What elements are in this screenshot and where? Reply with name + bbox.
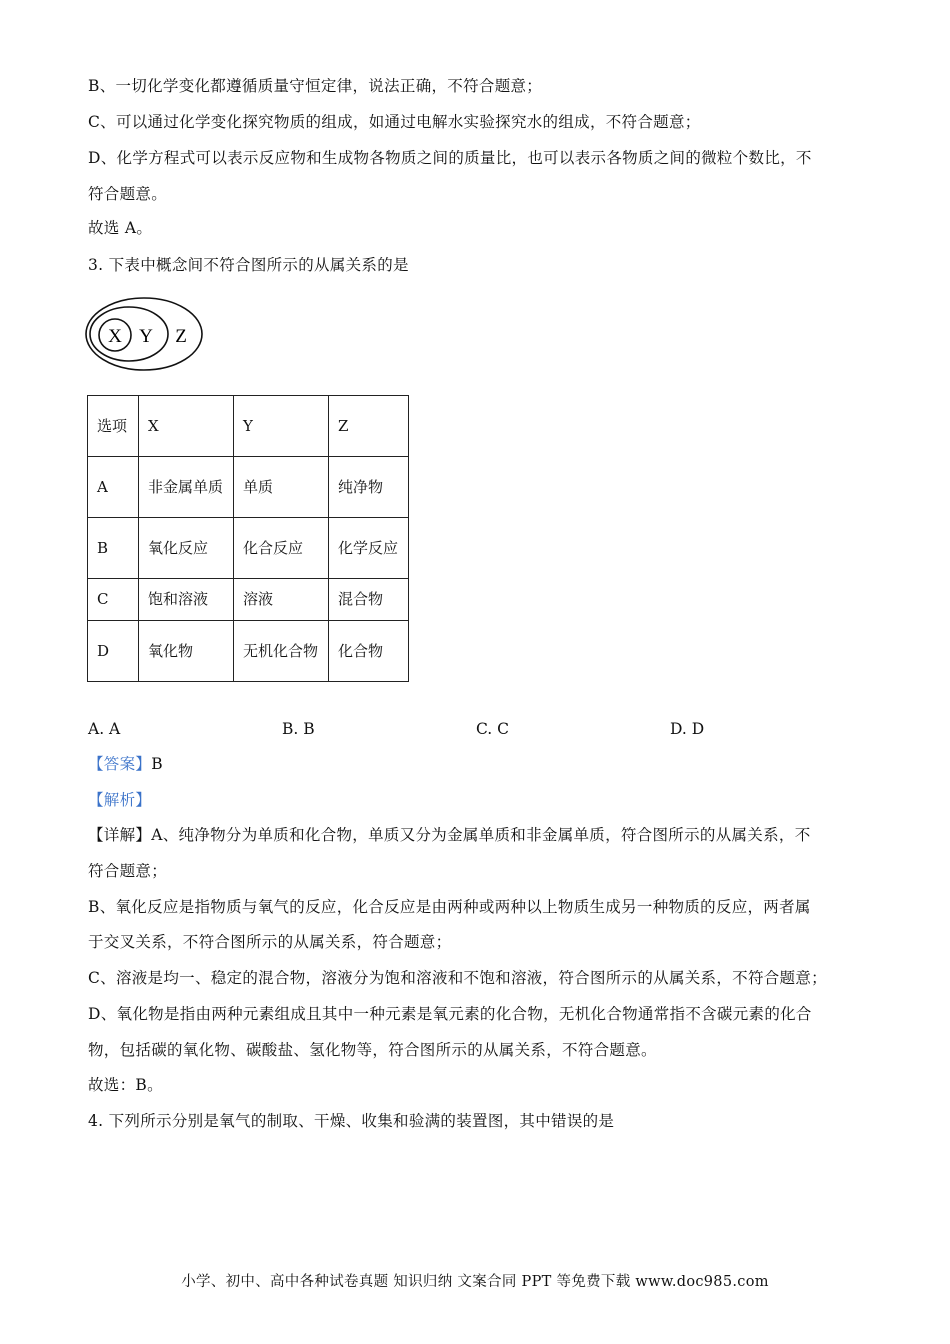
page-footer: 小学、初中、高中各种试卷真题 知识归纳 文案合同 PPT 等免费下载 www.doc985.com xyxy=(181,1274,769,1290)
detail-tag: 【详解】 xyxy=(88,826,152,844)
paragraph-line: B、一切化学变化都遵循质量守恒定律，说法正确，不符合题意； xyxy=(88,77,543,95)
options-table xyxy=(87,395,409,682)
table-cell: 选项 xyxy=(88,396,139,457)
label-x: X xyxy=(108,326,122,347)
label-y: Y xyxy=(139,326,153,347)
subset-relation-diagram xyxy=(84,295,206,373)
explanation-text: A、纯净物分为单质和化合物，单质又分为金属单质和非金属单质，符合图所示的从属关系，不 xyxy=(151,826,811,844)
answer-line xyxy=(88,754,163,774)
table-row xyxy=(88,579,409,621)
table-cell: 单质 xyxy=(234,457,329,518)
table-cell: Z xyxy=(329,396,409,457)
question-stem: 3. 下表中概念间不符合图所示的从属关系的是 xyxy=(88,256,409,274)
ellipse-y xyxy=(90,307,168,361)
explanation-line xyxy=(88,825,811,845)
choice-b: B. B xyxy=(282,720,315,738)
table-cell: D xyxy=(88,621,139,682)
paragraph-line: D、化学方程式可以表示反应物和生成物各物质之间的质量比，也可以表示各物质之间的微粒个数比，不 xyxy=(88,149,812,167)
table-cell: 化学反应 xyxy=(329,518,409,579)
table-cell: C xyxy=(88,579,139,621)
explanation-line: B、氧化反应是指物质与氧气的反应，化合反应是由两种或两种以上物质生成另一种物质的反应，两者属 xyxy=(88,898,811,916)
table-row xyxy=(88,518,409,579)
table-cell: 混合物 xyxy=(329,579,409,621)
label-z: Z xyxy=(175,326,187,347)
table-cell: 饱和溶液 xyxy=(139,579,234,621)
conclusion-line: 故选 A。 xyxy=(88,219,153,237)
explanation-line: 物，包括碳的氧化物、碳酸盐、氢化物等，符合图所示的从属关系，不符合题意。 xyxy=(88,1041,657,1059)
table-cell: 氧化反应 xyxy=(139,518,234,579)
explanation-line: C、溶液是均一、稳定的混合物，溶液分为饱和溶液和不饱和溶液，符合图所示的从属关系，不符合题意； xyxy=(88,969,827,987)
explanation-line: D、氧化物是指由两种元素组成且其中一种元素是氧元素的化合物，无机化合物通常指不含碳元素的化合 xyxy=(88,1005,812,1023)
table-cell: A xyxy=(88,457,139,518)
table-cell: B xyxy=(88,518,139,579)
table-cell: X xyxy=(139,396,234,457)
choice-c: C. C xyxy=(476,720,510,738)
table-cell: 纯净物 xyxy=(329,457,409,518)
paragraph-line: 符合题意。 xyxy=(88,185,168,203)
table-cell: 无机化合物 xyxy=(234,621,329,682)
table-cell: 化合物 xyxy=(329,621,409,682)
conclusion-line: 故选：B。 xyxy=(88,1076,163,1094)
table-header-row xyxy=(88,396,409,457)
table-cell: 非金属单质 xyxy=(139,457,234,518)
question-stem: 4. 下列所示分别是氧气的制取、干燥、收集和验满的装置图，其中错误的是 xyxy=(88,1112,615,1130)
table-cell: Y xyxy=(234,396,329,457)
answer-tag: 【答案】 xyxy=(88,755,152,773)
choice-d: D. D xyxy=(670,720,705,738)
explanation-line: 符合题意； xyxy=(88,862,168,880)
choice-a: A. A xyxy=(88,720,121,738)
table-cell: 氧化物 xyxy=(139,621,234,682)
table-row xyxy=(88,457,409,518)
answer-value: B xyxy=(151,755,163,773)
explanation-line: 于交叉关系，不符合图所示的从属关系，符合题意； xyxy=(88,933,452,951)
paragraph-line: C、可以通过化学变化探究物质的组成，如通过电解水实验探究水的组成，不符合题意； xyxy=(88,113,701,131)
table-cell: 溶液 xyxy=(234,579,329,621)
table-row xyxy=(88,621,409,682)
analysis-tag: 【解析】 xyxy=(88,791,152,809)
table-cell: 化合反应 xyxy=(234,518,329,579)
